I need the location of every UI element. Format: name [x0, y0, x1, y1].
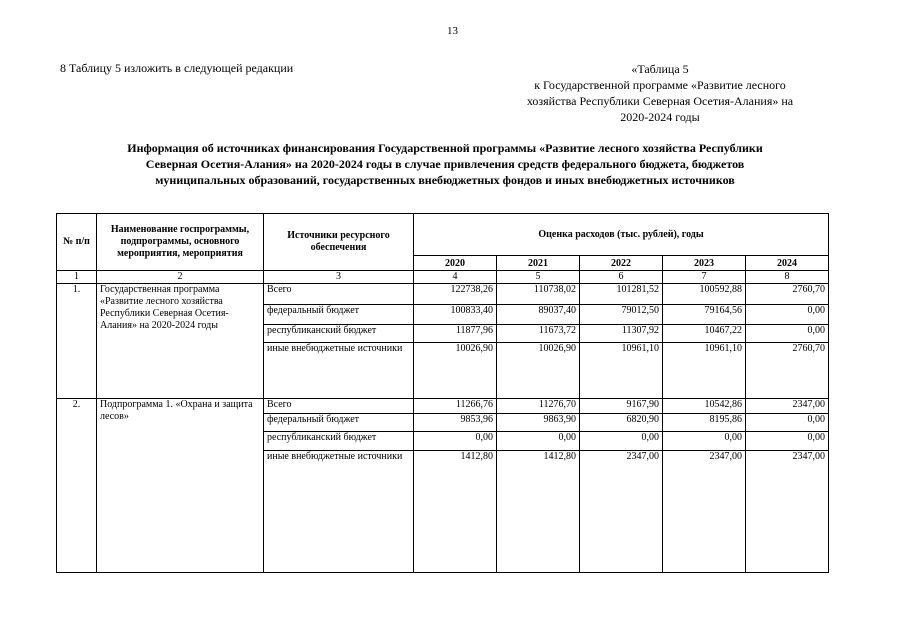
source-label: федеральный бюджет	[264, 305, 414, 325]
value-cell: 10467,22	[663, 325, 746, 343]
table-row	[57, 399, 829, 414]
column-number: 2	[97, 271, 264, 284]
value-cell: 10026,90	[497, 343, 580, 399]
value-cell: 8195,86	[663, 414, 746, 432]
column-number: 7	[663, 271, 746, 284]
value-cell: 100833,40	[414, 305, 497, 325]
value-cell: 79012,50	[580, 305, 663, 325]
caption-line: 2020-2024 годы	[620, 110, 700, 124]
header-name: Наименование госпрограммы, подпрограммы, основного мероприятия, мероприятия	[97, 214, 264, 271]
header-year: 2024	[746, 256, 829, 271]
value-cell: 89037,40	[497, 305, 580, 325]
row-number: 1.	[57, 284, 97, 399]
table-caption	[490, 61, 830, 125]
header-year: 2020	[414, 256, 497, 271]
column-number: 6	[580, 271, 663, 284]
value-cell: 0,00	[414, 432, 497, 451]
header-num: № п/п	[57, 214, 97, 271]
column-number: 3	[264, 271, 414, 284]
value-cell: 11276,70	[497, 399, 580, 414]
value-cell: 9853,96	[414, 414, 497, 432]
value-cell: 0,00	[663, 432, 746, 451]
value-cell: 10542,86	[663, 399, 746, 414]
caption-line: «Таблица 5	[631, 62, 689, 76]
value-cell: 11307,92	[580, 325, 663, 343]
header-year: 2023	[663, 256, 746, 271]
financing-table	[56, 213, 829, 573]
value-cell: 2347,00	[746, 399, 829, 414]
value-cell: 0,00	[746, 432, 829, 451]
table-row	[57, 284, 829, 305]
value-cell: 10026,90	[414, 343, 497, 399]
document-heading	[60, 140, 830, 188]
header-source: Источники ресурсного обеспечения	[264, 214, 414, 271]
program-name: Подпрограмма 1. «Охрана и защита лесов»	[97, 399, 264, 573]
value-cell: 11673,72	[497, 325, 580, 343]
caption-line: хозяйства Республики Северная Осетия-Алания» на	[526, 94, 794, 108]
value-cell: 11266,76	[414, 399, 497, 414]
column-number-row	[57, 271, 829, 284]
header-year: 2021	[497, 256, 580, 271]
page-number: 13	[447, 25, 458, 37]
intro-text: 8 Таблицу 5 изложить в следующей редакции	[60, 61, 294, 75]
column-number: 4	[414, 271, 497, 284]
value-cell: 2760,70	[746, 284, 829, 305]
value-cell: 11877,96	[414, 325, 497, 343]
value-cell: 0,00	[580, 432, 663, 451]
value-cell: 10961,10	[663, 343, 746, 399]
heading-line: Северная Осетия-Алания» на 2020-2024 годы в случае привлечения средств федерального бюджета, бюджетов	[145, 157, 745, 171]
heading-line: Информация об источниках финансирования Государственной программы «Развитие лесного хозяйства Республики	[127, 141, 763, 155]
value-cell: 1412,80	[497, 451, 580, 573]
value-cell: 0,00	[746, 305, 829, 325]
value-cell: 2347,00	[746, 451, 829, 573]
column-number: 1	[57, 271, 97, 284]
value-cell: 0,00	[746, 325, 829, 343]
value-cell: 2347,00	[580, 451, 663, 573]
value-cell: 122738,26	[414, 284, 497, 305]
row-number: 2.	[57, 399, 97, 573]
source-label: иные внебюджетные источники	[264, 451, 414, 573]
source-label: Всего	[264, 284, 414, 305]
value-cell: 0,00	[497, 432, 580, 451]
source-label: республиканский бюджет	[264, 432, 414, 451]
column-number: 8	[746, 271, 829, 284]
value-cell: 0,00	[746, 414, 829, 432]
source-label: иные внебюджетные источники	[264, 343, 414, 399]
header-estimate: Оценка расходов (тыс. рублей), годы	[414, 214, 829, 256]
value-cell: 2760,70	[746, 343, 829, 399]
source-label: республиканский бюджет	[264, 325, 414, 343]
value-cell: 9863,90	[497, 414, 580, 432]
program-name: Государственная программа «Развитие лесного хозяйства Республики Северная Осетия-Алания» на 2020-2024 годы	[97, 284, 264, 399]
value-cell: 100592,88	[663, 284, 746, 305]
heading-line: муниципальных образований, государственных внебюджетных фондов и иных внебюджетных источников	[155, 173, 735, 187]
value-cell: 6820,90	[580, 414, 663, 432]
source-label: федеральный бюджет	[264, 414, 414, 432]
source-label: Всего	[264, 399, 414, 414]
value-cell: 2347,00	[663, 451, 746, 573]
header-year: 2022	[580, 256, 663, 271]
value-cell: 1412,80	[414, 451, 497, 573]
value-cell: 9167,90	[580, 399, 663, 414]
column-number: 5	[497, 271, 580, 284]
value-cell: 79164,56	[663, 305, 746, 325]
caption-line: к Государственной программе «Развитие лесного	[534, 78, 786, 92]
value-cell: 10961,10	[580, 343, 663, 399]
value-cell: 110738,02	[497, 284, 580, 305]
value-cell: 101281,52	[580, 284, 663, 305]
